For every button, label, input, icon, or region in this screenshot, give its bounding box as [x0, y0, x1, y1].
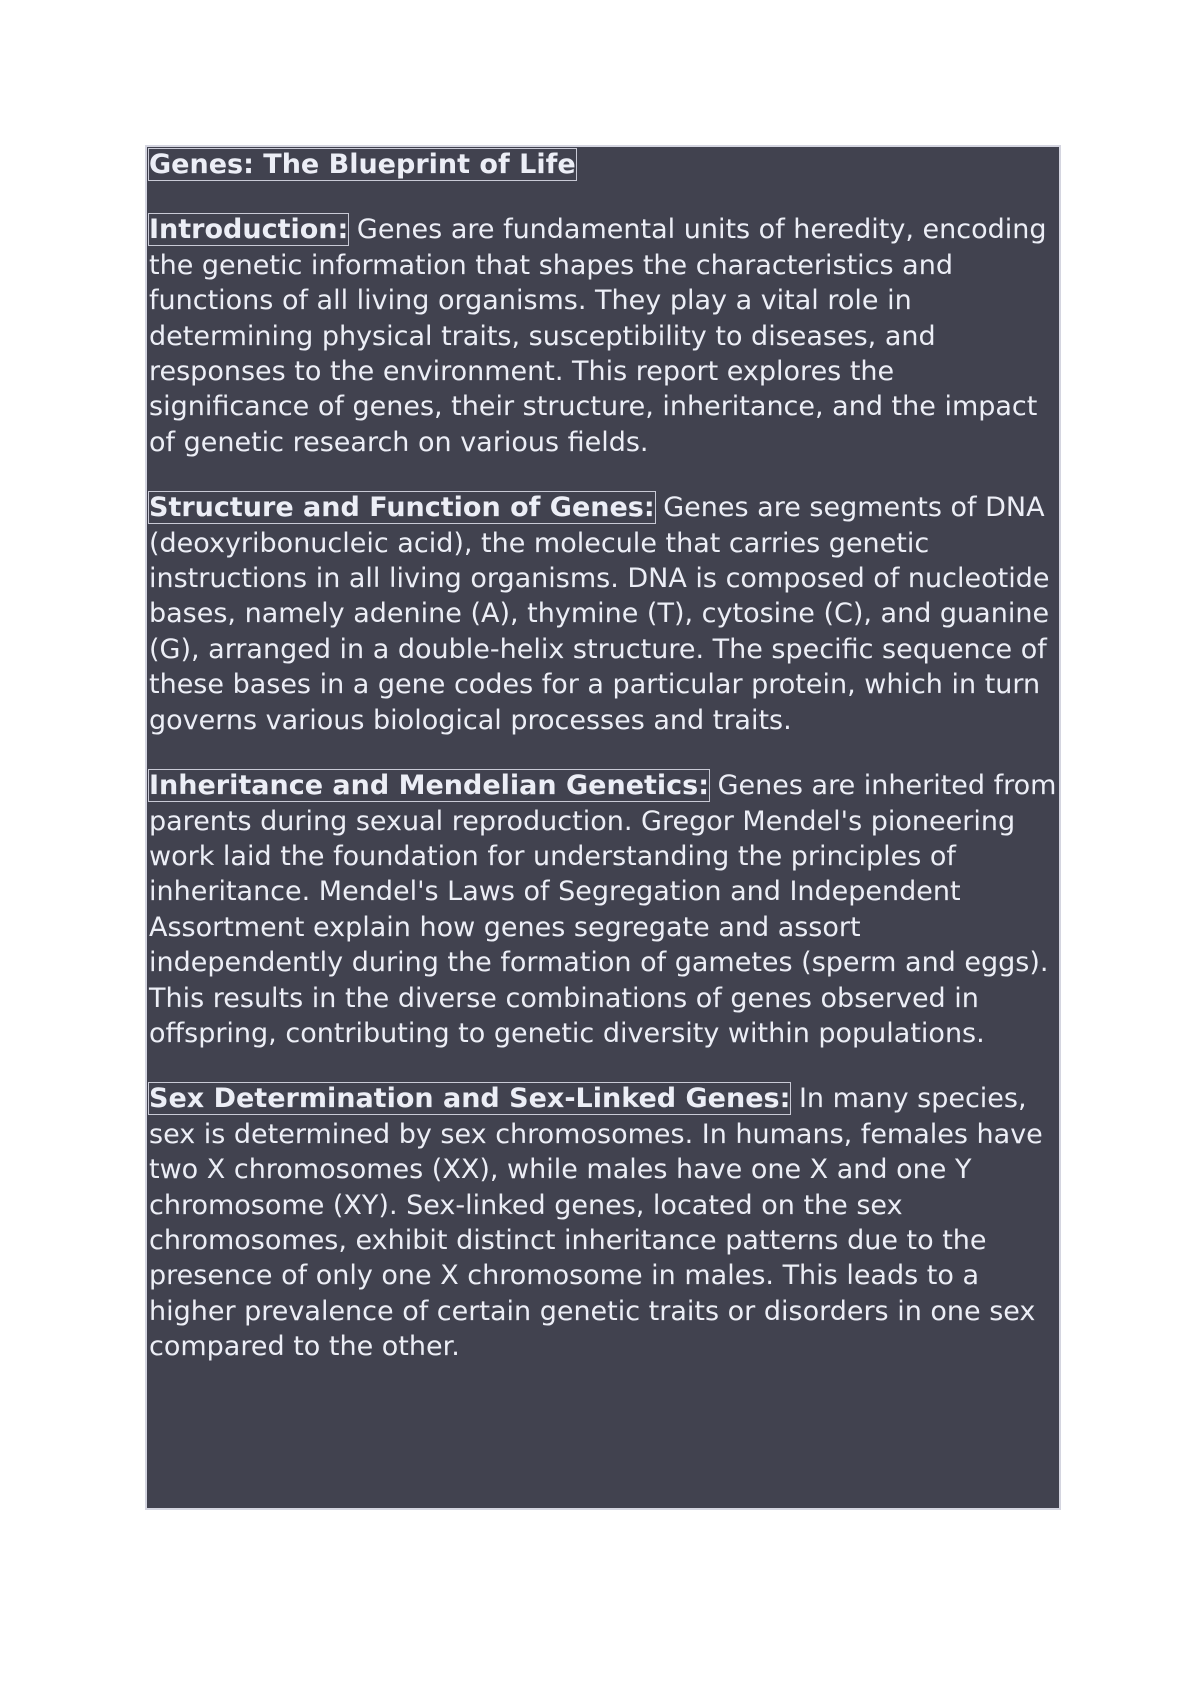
section-inheritance: [149, 768, 1057, 1051]
document-panel: [145, 145, 1061, 1510]
section-text: Genes are segments of DNA (deoxyribonucleic acid), the molecule that carries genetic instructions in all living organisms. DNA is composed of nucleotide bases, namely adenine (A), thymine (T), cytosine (C), and guanine (G), arranged in a double-helix structure. The specific sequence of these bases in a gene codes for a particular protein, which in turn governs various biological processes and traits.: [149, 492, 1050, 736]
section-heading: Inheritance and Mendelian Genetics:: [149, 770, 710, 802]
document-title: Genes: The Blueprint of Life: [149, 149, 576, 180]
section-heading: Structure and Function of Genes:: [149, 492, 655, 524]
section-heading: Sex Determination and Sex-Linked Genes:: [149, 1083, 791, 1115]
section-text: Genes are inherited from parents during sexual reproduction. Gregor Mendel's pioneering work laid the foundation for understanding the principles of inheritance. Mendel's Laws of Segregation and Independent Assortment explain how genes segregate and assort independently during the formation of gametes (sperm and eggs). This results in the diverse combinations of genes observed in offspring, contributing to genetic diversity within populations.: [149, 770, 1057, 1049]
section-text: Genes are fundamental units of heredity, encoding the genetic information that shapes the characteristics and functions of all living organisms. They play a vital role in determining physical traits, susceptibility to diseases, and responses to the environment. This report explores the significance of genes, their structure, inheritance, and the impact of genetic research on various fields.: [149, 214, 1047, 458]
section-sex-determination: [149, 1081, 1057, 1364]
section-heading: Introduction:: [149, 214, 349, 246]
section-text: In many species, sex is determined by sex chromosomes. In humans, females have two X chromosomes (XX), while males have one X and one Y chromosome (XY). Sex-linked genes, located on the sex chromosomes, exhibit distinct inheritance patterns due to the presence of only one X chromosome in males. This leads to a higher prevalence of certain genetic traits or disorders in one sex compared to the other.: [149, 1083, 1043, 1363]
section-introduction: [149, 212, 1057, 460]
title-line: [149, 147, 1057, 182]
section-structure-and-function: [149, 490, 1057, 738]
